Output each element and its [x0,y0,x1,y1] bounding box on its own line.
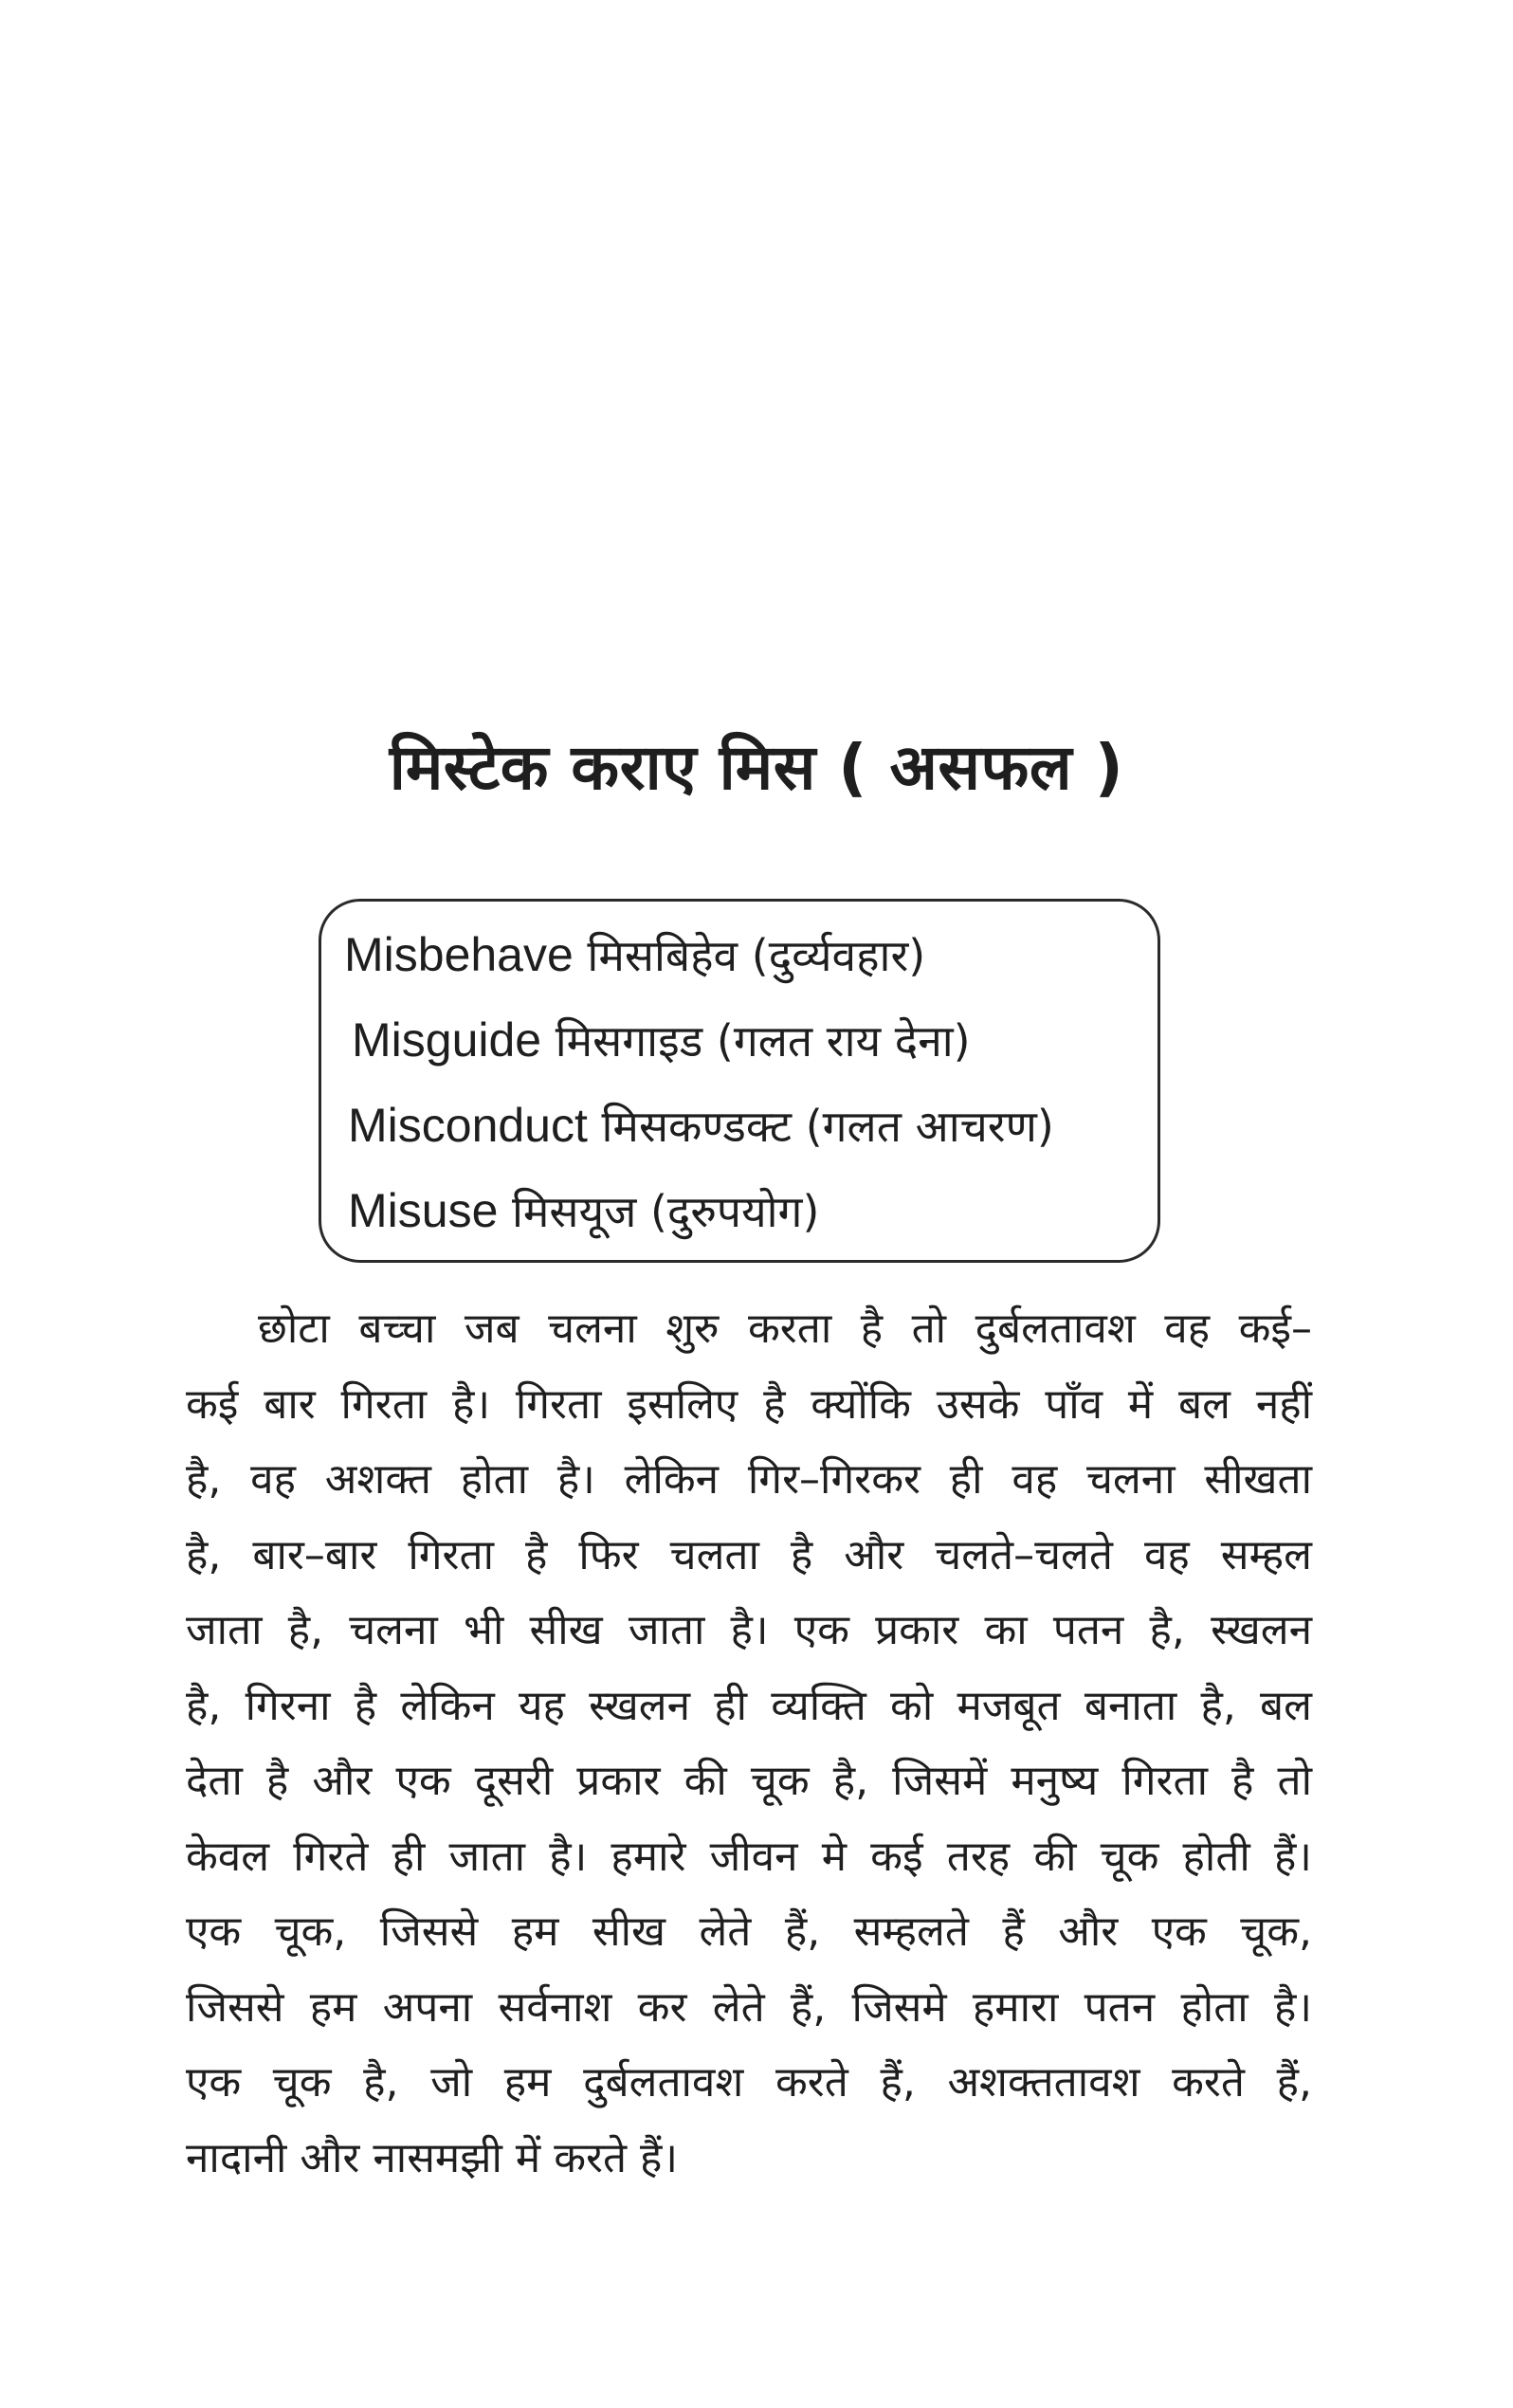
body-line: है, बार–बार गिरता है फिर चलता है और चलते–चलते वह सम्हल [186,1530,1312,1579]
body-line: एक चूक, जिससे हम सीख लेते हैं, सम्हलते हैं और एक चूक, [186,1907,1312,1956]
vocabulary-hindi: मिसकण्डक्ट (गलत आचरण) [601,1101,1054,1152]
vocabulary-english: Misbehave [344,928,574,981]
vocabulary-item [344,926,925,984]
vocabulary-item [348,1182,819,1240]
body-line: है, वह अशक्त होता है। लेकिन गिर–गिरकर ही वह चलना सीखता [186,1455,1312,1504]
vocabulary-item [352,1012,971,1069]
vocabulary-hindi: मिसगाइड (गलत राय देना) [555,1015,971,1067]
body-paragraph [186,1291,1312,2196]
vocabulary-item [348,1097,1054,1155]
body-line: जाता है, चलना भी सीख जाता है। एक प्रकार का पतन है, स्खलन [186,1606,1312,1654]
body-line: कई बार गिरता है। गिरता इसलिए है क्योंकि उसके पाँव में बल नहीं [186,1379,1312,1429]
body-line: है, गिरना है लेकिन यह स्खलन ही व्यक्ति को मजबूत बनाता है, बल [186,1681,1312,1730]
body-line: नादानी और नासमझी में करते हैं। [186,2133,679,2182]
chapter-title: मिस्टेक कराए मिस ( असफल ) [389,731,1124,804]
body-line: केवल गिरते ही जाता है। हमारे जीवन मे कई तरह की चूक होती हैं। [186,1832,1312,1881]
vocabulary-english: Misuse [348,1184,499,1237]
vocabulary-english: Misconduct [348,1099,588,1152]
body-line: जिससे हम अपना सर्वनाश कर लेते हैं, जिसमे हमारा पतन होता है। [186,1982,1312,2032]
body-line: छोटा बच्चा जब चलना शुरु करता है तो दुर्बलतावश वह कई– [258,1304,1312,1353]
vocabulary-english: Misguide [352,1013,542,1067]
vocabulary-box [319,899,1160,1263]
vocabulary-hindi: मिसबिहेव (दुर्व्यवहार) [587,930,926,981]
vocabulary-hindi: मिसयूज (दुरुपयोग) [512,1186,820,1237]
body-line: एक चूक है, जो हम दुर्बलतावश करते हैं, अशक्ततावश करते हैं, [186,2058,1312,2107]
body-line: देता है और एक दूसरी प्रकार की चूक है, जिसमें मनुष्य गिरता है तो [186,1757,1312,1805]
